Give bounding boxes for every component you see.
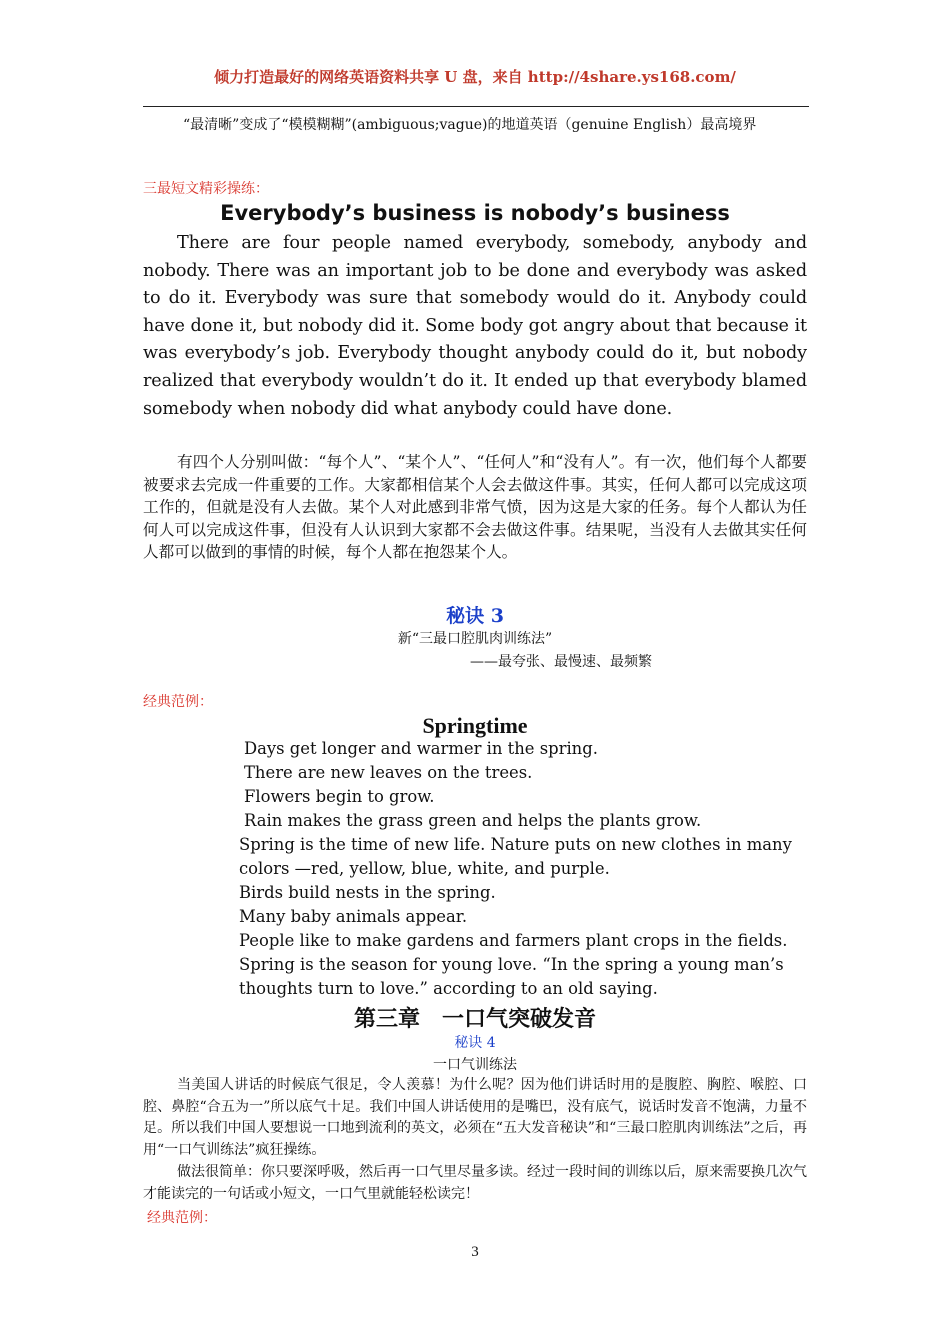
springtime-line: Spring is the time of new life. Nature puts on new clothes in many (239, 835, 792, 854)
section-label-example-2: 经典范例： (147, 1210, 217, 1226)
chinese-translation: 有四个人分别叫做：“每个人”、“某个人”、“任何人”和“没有人”。有一次，他们每个人都要被要求去完成一件重要的工作。大家都相信某个人会去做这件事。其实，任何人都可以完成这项工作的，但就是没有人去做。某个人对此感到非常气愤，因为这是大家的任务。每个人都认为任何人可以完成这件事，但没有人认识到大家都不会去做这件事。结果呢，当没有人去做其实任何人都可以做到的事情的时候，每个人都在抱怨某个人。 (143, 453, 807, 561)
springtime-line: Birds build nests in the spring. (239, 883, 496, 902)
springtime-line: colors —red, yellow, blue, white, and purple. (239, 859, 610, 878)
section-label-example: 经典范例： (143, 694, 213, 710)
springtime-line: Many baby animals appear. (239, 907, 468, 926)
secret-4-heading: 秘诀 4 (454, 1035, 496, 1051)
passage-title: Everybody’s business is nobody’s business (220, 201, 730, 225)
springtime-title: Springtime (422, 713, 528, 738)
header-divider (143, 106, 809, 107)
intro-paragraph: “最清晰”变成了“模模糊糊”(ambiguous;vague)的地道英语（genuine English）最高境界 (183, 117, 757, 133)
page-header: 倾力打造最好的网络英语资料共享 U 盘，来自 http://4share.ys168.com/ (214, 68, 736, 86)
springtime-line: There are new leaves on the trees. (244, 763, 533, 782)
springtime-line: Rain makes the grass green and helps the plants grow. (244, 811, 702, 830)
springtime-line: Flowers begin to grow. (244, 787, 435, 806)
chapter-paragraph-1: 当美国人讲话的时候底气很足，令人羡慕！为什么呢？因为他们讲话时用的是腹腔、胸腔、喉腔、口腔、鼻腔“合五为一”所以底气十足。我们中国人讲话使用的是嘴巴，没有底气，说话时发音不饱满，力量不足。所以我们中国人要想说一口地到流利的英文，必须在“五大发音秘诀”和“三最口腔肌肉训练法”之后，再用“一口气训练法”疯狂操练。 (143, 1077, 807, 1158)
secret-3-heading: 秘诀 3 (446, 605, 504, 627)
springtime-line: People like to make gardens and farmers plant crops in the fields. (239, 931, 788, 950)
page-number: 3 (471, 1244, 479, 1260)
secret-3-subtitle: 新“三最口腔肌肉训练法” (397, 631, 553, 647)
springtime-line: Spring is the season for young love. “In the spring a young man’s (239, 955, 784, 974)
springtime-text (239, 737, 807, 1001)
springtime-line: thoughts turn to love.” according to an old saying. (239, 979, 658, 998)
section-label-practice: 三最短文精彩操练： (143, 181, 269, 197)
secret-3-subtitle-2: ——最夸张、最慢速、最频繁 (470, 654, 652, 670)
springtime-line: Days get longer and warmer in the spring. (244, 739, 598, 758)
chapter-paragraph-2: 做法很简单：你只要深呼吸，然后再一口气里尽量多读。经过一段时间的训练以后，原来需要换几次气才能读完的一句话或小短文，一口气里就能轻松读完！ (143, 1164, 807, 1202)
chapter-title: 第三章 一口气突破发音 (353, 1006, 596, 1032)
english-passage: There are four people named everybody, somebody, anybody and nobody. There was an important job to be done and everybody was asked to do it. Everybody was sure that somebody would do it. Anybody could have done it, but nobody did it. Some body got angry about that because it was everybody’s job. Everybody thought anybody could do it, but nobody realized that everybody wouldn’t do it. It ended up that everybody blamed somebody when nobody did what anybody could have done. (143, 233, 807, 419)
secret-4-subtitle: 一口气训练法 (433, 1057, 517, 1073)
